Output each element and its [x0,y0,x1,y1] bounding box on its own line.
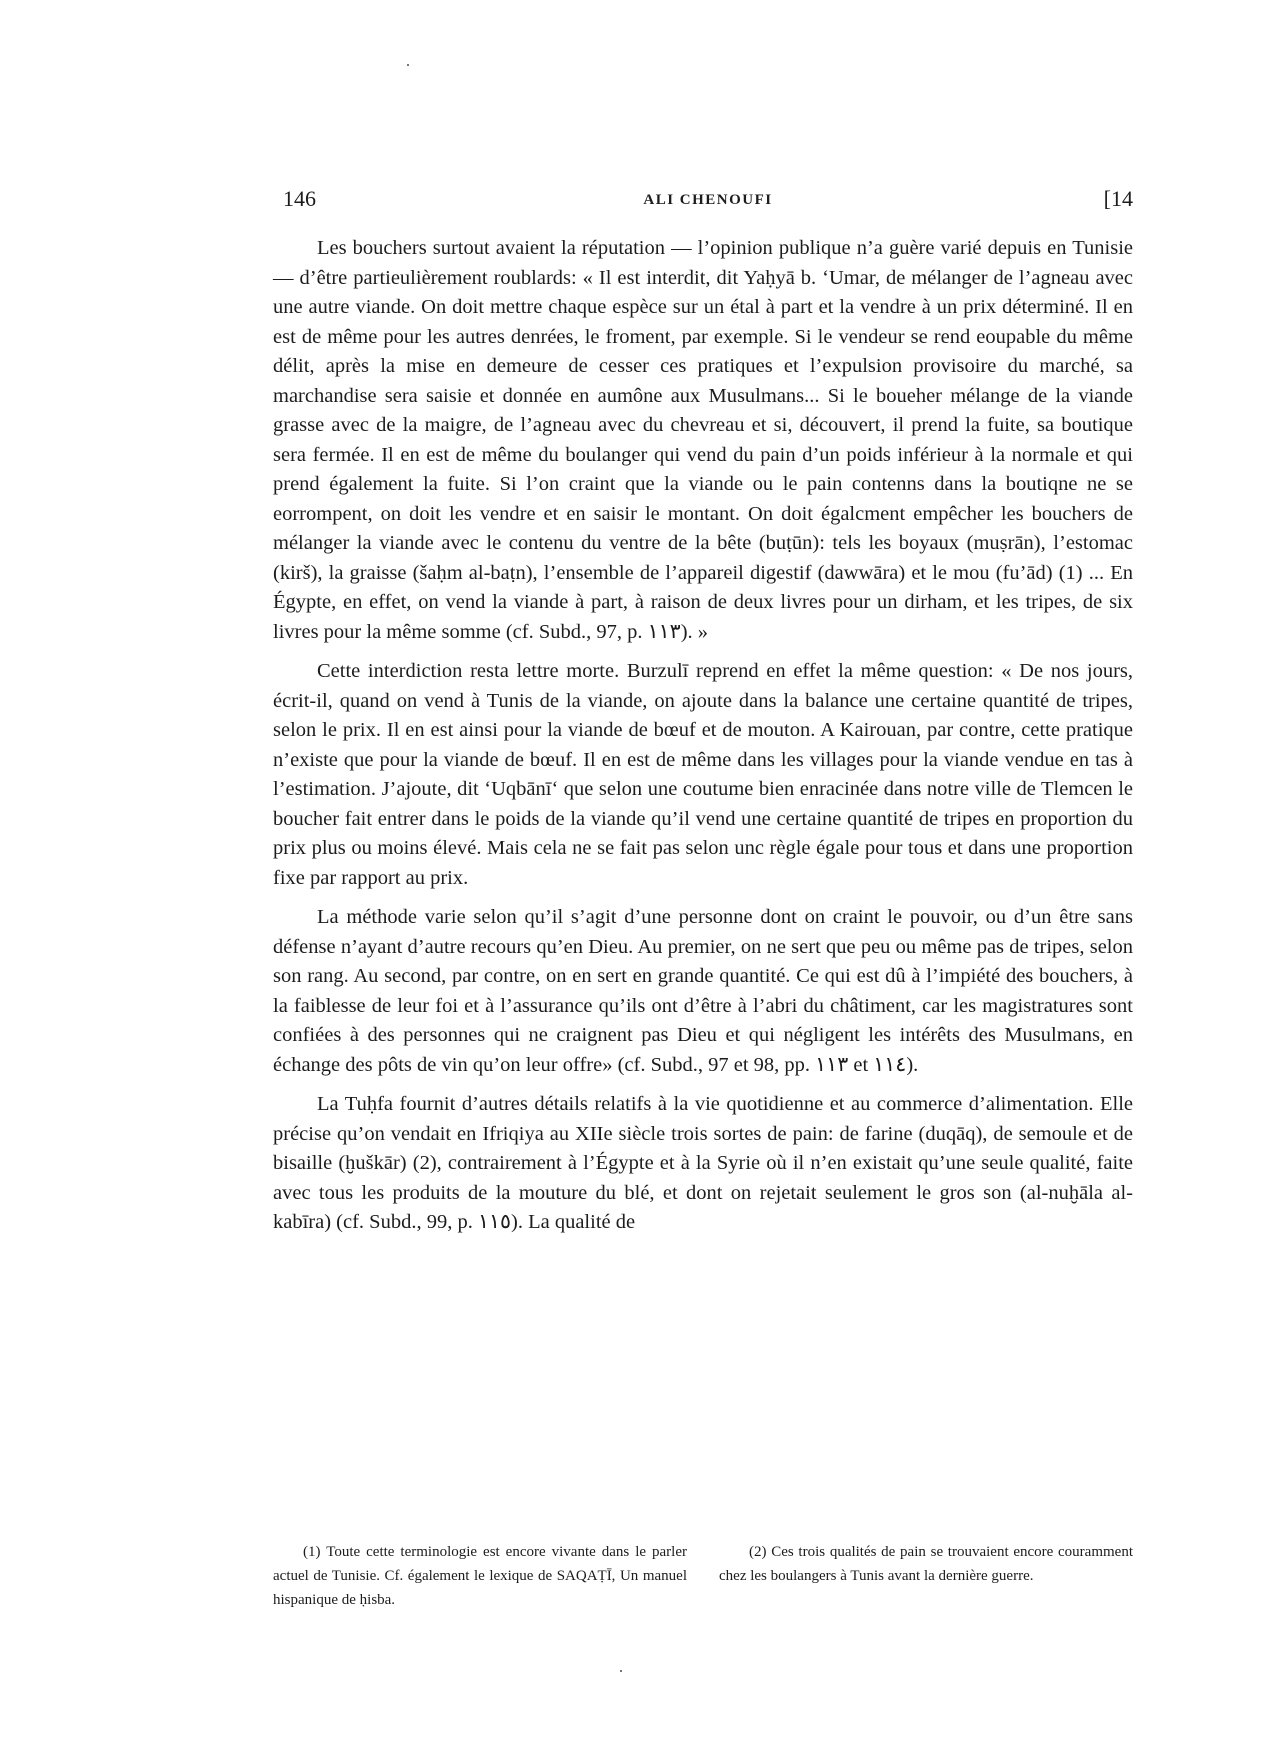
main-text [273,234,1133,1248]
footnote-text: Toute cette terminologie est encore vivante dans le parler actuel de Tunisie. Cf. également le lexique de SAQAṬĪ, Un manuel hispanique de ḥisba. [273,1544,687,1608]
footnote-number: (1) [303,1544,321,1560]
footnotes [273,1540,1133,1612]
page-number: 146 [283,186,316,211]
footnote-number: (2) [749,1544,767,1560]
page-header [283,186,1133,216]
paragraph: Les bouchers surtout avaient la réputation — l’opinion publique n’a guère varié depuis en Tunisie — d’être partieulièrement roublards: « Il est interdit, dit Yaḥyā b. ‘Umar, de mélanger de l’agneau avec une autre viande. On doit mettre chaque espèce sur un étal à part et la vendre à un prix déterminé. Il en est de même pour les autres denrées, le froment, par exemple. Si le vendeur se rend eoupable du même délit, après la mise en demeure de cesser ces pratiques et l’expulsion provisoire du marché, sa marchandise sera saisie et donnée en aumône aux Musulmans... Si le boueher mélange de la viande grasse avec de la maigre, de l’agneau avec du chevreau et si, découvert, il prend la fuite, sa boutique sera fermée. Il en est de même du boulanger qui vend du pain d’un poids inférieur à la normale et qui prend également la fuite. Si l’on craint que la viande ou le pain contenns dans la boutiqne ne se eorrompent, on doit les vendre et en saisir le montant. On doit égalcment empêcher les bouchers de mélanger la viande avec le contenu du ventre de la bête (buṭūn): tels les boyaux (muṣrān), l’estomac (kirš), la graisse (šaḥm al-baṭn), l’ensemble de l’appareil digestif (dawwāra) et le mou (fu’ād) (1) ... En Égypte, en effet, on vend la viande à part, à raison de deux livres pour un dirham, et les tripes, de six livres pour la même somme (cf. Subd., 97, p. ١١٣). » [273,237,1133,643]
footnote-1 [273,1540,687,1612]
running-title: ALI CHENOUFI [643,192,773,208]
section-reference: [14 [1103,186,1133,211]
scan-speck [620,1670,622,1672]
footnote-text: Ces trois qualités de pain se trouvaient encore couramment chez les boulangers à Tunis avant la dernière guerre. [719,1544,1133,1584]
scan-speck [407,64,409,66]
paragraph: Cette interdiction resta lettre morte. Burzulī reprend en effet la même question: « De nos jours, écrit-il, quand on vend à Tunis de la viande, on ajoute dans la balance une certaine quantité de tripes, selon le prix. Il en est ainsi pour la viande de bœuf et de mouton. A Kairouan, par contre, cette pratique n’existe que pour la viande de bœuf. Il en est de même dans les villages pour la viande vendue en tas à l’estimation. J’ajoute, dit ‘Uqbānī‘ que selon une coutume bien enracinée dans notre ville de Tlemcen le boucher fait entrer dans le poids de la viande qu’il vend une certaine quantité de tripes en proportion du prix plus ou moins élevé. Mais cela ne se fait pas selon unc règle égale pour tous et dans une proportion fixe par rapport au prix. [273,660,1133,889]
footnote-2 [719,1540,1133,1612]
paragraph: La méthode varie selon qu’il s’agit d’une personne dont on craint le pouvoir, ou d’un être sans défense n’ayant d’autre recours qu’en Dieu. Au premier, on ne sert que peu ou même pas de tripes, selon son rang. Au second, par contre, on en sert en grande quantité. Ce qui est dû à l’impiété des bouchers, à la faiblesse de leur foi et à l’assurance qu’ils ont d’être à l’abri du châtiment, car les magistratures sont confiées à des personnes qui ne craignent pas Dieu et qui négligent les intérêts des Musulmans, en échange des pôts de vin qu’on leur offre» (cf. Subd., 97 et 98, pp. ١١٣ et ١١٤). [273,906,1133,1076]
paragraph: La Tuḥfa fournit d’autres détails relatifs à la vie quotidienne et au commerce d’alimentation. Elle précise qu’on vendait en Ifriqiya au XIIe siècle trois sortes de pain: de farine (duqāq), de semoule et de bisaille (ḫuškār) (2), contrairement à l’Égypte et à la Syrie où il n’en existait qu’une seule qualité, faite avec tous les produits de la mouture du blé, et dont on rejetait seulement le gros son (al-nuḫāla al-kabīra) (cf. Subd., 99, p. ١١٥). La qualité de [273,1093,1133,1233]
